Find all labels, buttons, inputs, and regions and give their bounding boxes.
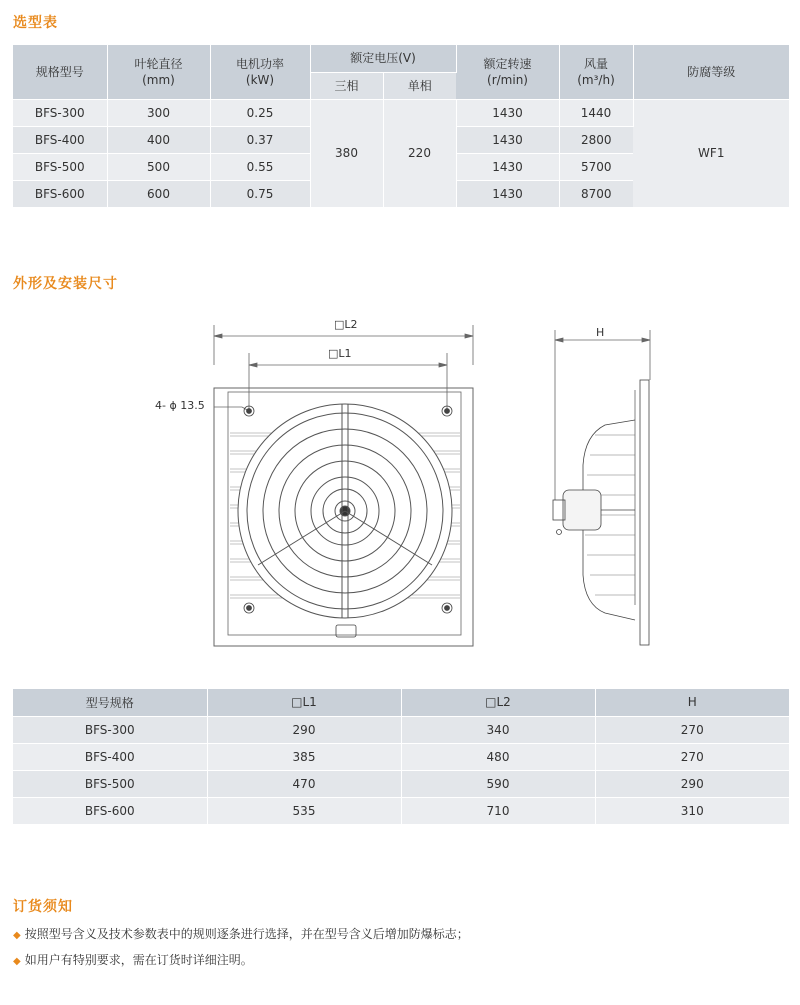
cell-speed: 1430 [456, 180, 559, 207]
note-item: ◆ 如用户有特别要求，需在订货时详细注明。 [13, 953, 253, 967]
cell-model: BFS-600 [13, 180, 107, 207]
cell-power: 0.75 [210, 180, 310, 207]
cell-airflow: 8700 [559, 180, 633, 207]
cell-model: BFS-400 [13, 743, 207, 770]
cell-l2: 340 [401, 716, 595, 743]
cell-l2: 710 [401, 797, 595, 824]
label-h: H [596, 326, 605, 339]
cell-power: 0.37 [210, 126, 310, 153]
cell-airflow: 5700 [559, 153, 633, 180]
cell-model: BFS-500 [13, 770, 207, 797]
cell-h: 290 [595, 770, 789, 797]
cell-impeller: 600 [107, 180, 210, 207]
dimension-table [13, 689, 789, 824]
cell-l1: 535 [207, 797, 401, 824]
cell-grade: WF1 [633, 99, 789, 207]
table-row [13, 770, 789, 797]
cell-l2: 590 [401, 770, 595, 797]
order-notes-title: 订货须知 [13, 899, 73, 915]
header-power: 电机功率 (kW) [210, 45, 310, 99]
header-airflow: 风量 (m³/h) [559, 45, 633, 99]
diamond-bullet-icon: ◆ [13, 930, 21, 941]
cell-three-phase: 380 [310, 99, 383, 207]
cell-impeller: 300 [107, 99, 210, 126]
header-l2: □L2 [401, 689, 595, 716]
cell-h: 310 [595, 797, 789, 824]
table-row [13, 797, 789, 824]
cell-speed: 1430 [456, 99, 559, 126]
note-item: ◆ 按照型号含义及技术参数表中的规则逐条进行选择，并在型号含义后增加防爆标志； [13, 927, 469, 941]
spec-table [13, 45, 789, 208]
header-l1: □L1 [207, 689, 401, 716]
cell-model: BFS-600 [13, 797, 207, 824]
header-impeller: 叶轮直径 (mm) [107, 45, 210, 99]
cell-l1: 470 [207, 770, 401, 797]
cell-h: 270 [595, 743, 789, 770]
selection-table-title: 选型表 [13, 15, 58, 31]
header-voltage: 额定电压(V) [310, 45, 456, 72]
label-l1: □L1 [328, 347, 352, 360]
header-single-phase: 单相 [383, 72, 456, 99]
fan-side-view-drawing [535, 325, 665, 655]
cell-impeller: 500 [107, 153, 210, 180]
header-grade: 防腐等级 [633, 45, 789, 99]
table-row [13, 716, 789, 743]
header-h: H [595, 689, 789, 716]
dimensions-title: 外形及安装尺寸 [13, 276, 118, 292]
cell-speed: 1430 [456, 126, 559, 153]
diamond-bullet-icon: ◆ [13, 956, 21, 967]
cell-l2: 480 [401, 743, 595, 770]
cell-model: BFS-300 [13, 716, 207, 743]
cell-impeller: 400 [107, 126, 210, 153]
header-speed: 额定转速 (r/min) [456, 45, 559, 99]
header-model: 型号规格 [13, 689, 207, 716]
table-row [13, 743, 789, 770]
cell-single-phase: 220 [383, 99, 456, 207]
label-hole: 4- ϕ 13.5 [155, 399, 205, 412]
header-three-phase: 三相 [310, 72, 383, 99]
cell-model: BFS-400 [13, 126, 107, 153]
cell-l1: 385 [207, 743, 401, 770]
table-row [13, 99, 789, 126]
header-model: 规格型号 [13, 45, 107, 99]
cell-power: 0.25 [210, 99, 310, 126]
cell-airflow: 1440 [559, 99, 633, 126]
label-l2: □L2 [334, 318, 358, 331]
fan-front-view-drawing [150, 315, 490, 660]
cell-power: 0.55 [210, 153, 310, 180]
cell-model: BFS-300 [13, 99, 107, 126]
cell-speed: 1430 [456, 153, 559, 180]
cell-l1: 290 [207, 716, 401, 743]
cell-airflow: 2800 [559, 126, 633, 153]
cell-h: 270 [595, 716, 789, 743]
cell-model: BFS-500 [13, 153, 107, 180]
